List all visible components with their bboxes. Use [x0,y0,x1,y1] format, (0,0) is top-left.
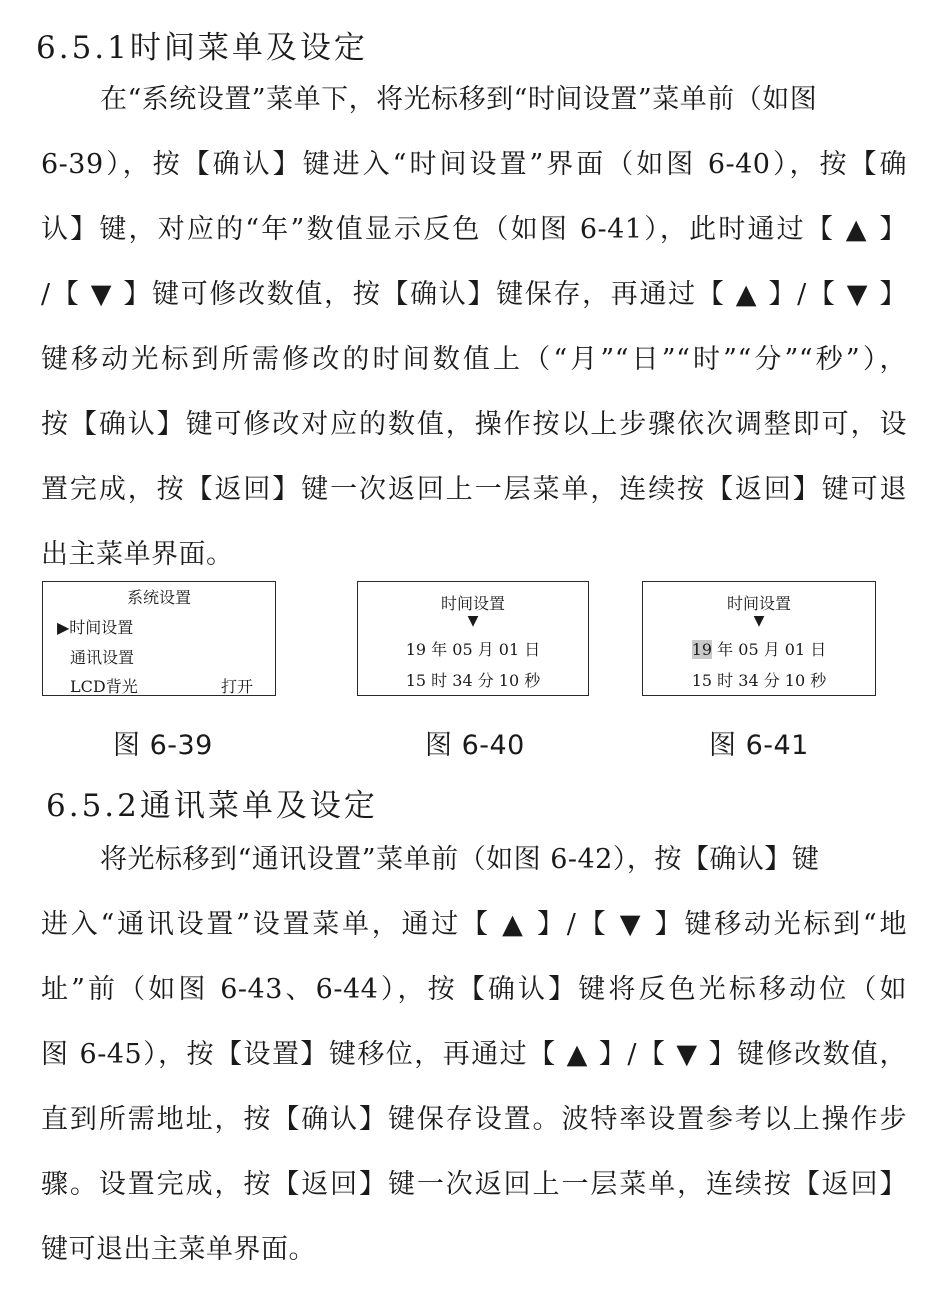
lcd-date-line [643,637,875,660]
lcd-menu-item-time: ▶时间设置 [57,618,134,637]
section-heading-time: 6.5.1时间菜单及设定 [36,30,368,66]
lcd-menu-item-backlight: LCD背光 [70,677,138,696]
lcd-screen-system-settings [42,581,276,696]
paragraph-line: 出主菜单界面。 [41,539,234,570]
paragraph-line: 直到所需地址，按【确认】键保存设置。波特率设置参考以上操作步 [41,1104,907,1135]
lcd-arrow-down-icon: ▼ [467,613,479,629]
paragraph-line: 认】键，对应的“年”数值显示反色（如图 6-41），此时通过【 ▲ 】 [41,214,907,245]
lcd-screen-time-settings [357,581,589,696]
paragraph-line: 骤。设置完成，按【返回】键一次返回上一层菜单，连续按【返回】 [41,1169,907,1200]
paragraph-line: 将光标移到“通讯设置”菜单前（如图 6-42），按【确认】键 [100,844,820,875]
paragraph-line: 键可退出主菜单界面。 [41,1234,316,1265]
lcd-time-line: 15 时 34 分 10 秒 [405,671,541,690]
lcd-screen-time-settings-highlight [642,581,876,696]
paragraph-line: 6-39），按【确认】键进入“时间设置”界面（如图 6-40），按【确 [41,149,907,180]
lcd-menu-item-comm: 通讯设置 [70,648,135,667]
paragraph-line: 图 6-45），按【设置】键移位，再通过【 ▲ 】/【 ▼ 】键修改数值， [41,1039,907,1070]
lcd-title: 系统设置 [126,588,191,607]
paragraph-line: 在“系统设置”菜单下，将光标移到“时间设置”菜单前（如图 [100,84,818,115]
lcd-year-highlight: 19 [691,640,713,659]
paragraph-line: 按【确认】键可修改对应的数值，操作按以上步骤依次调整即可，设 [41,409,907,440]
paragraph-line: 键移动光标到所需修改的时间数值上（“月”“日”“时”“分”“秒”）， [41,344,907,375]
lcd-title: 时间设置 [440,594,505,613]
lcd-title: 时间设置 [726,594,791,613]
lcd-time-line: 15 时 34 分 10 秒 [691,671,827,690]
lcd-backlight-value: 打开 [221,677,254,696]
lcd-arrow-down-icon: ▼ [753,613,765,629]
lcd-date-rest: 年 05 月 01 日 [712,640,827,659]
paragraph-line: /【 ▼ 】键可修改数值，按【确认】键保存，再通过【 ▲ 】/【 ▼ 】 [41,279,907,310]
paragraph-line: 进入“通讯设置”设置菜单，通过【 ▲ 】/【 ▼ 】键移动光标到“地 [41,909,907,940]
figure-caption: 图 6-40 [425,730,525,761]
paragraph-line: 置完成，按【返回】键一次返回上一层菜单，连续按【返回】键可退 [41,474,907,505]
lcd-date-line: 19 年 05 月 01 日 [405,640,541,659]
paragraph-line: 址”前（如图 6-43、6-44），按【确认】键将反色光标移动位（如 [41,974,907,1005]
figure-caption: 图 6-39 [113,730,213,761]
section-heading-comm: 6.5.2通讯菜单及设定 [46,788,378,824]
figure-caption: 图 6-41 [709,730,809,761]
